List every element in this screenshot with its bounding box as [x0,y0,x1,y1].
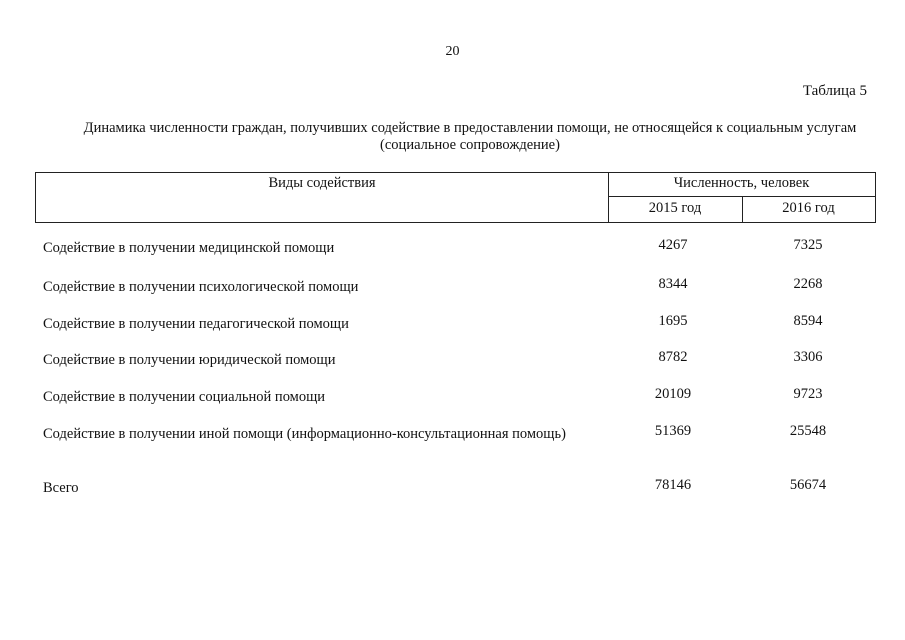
value-2016: 9723 [793,386,823,402]
value-2015: 1695 [658,313,688,329]
row-label: Содействие в получении медицинской помощи [43,240,335,256]
value-2016: 3306 [793,349,823,365]
value-2016: 25548 [789,423,827,439]
table-header [35,172,876,223]
value-2016: 7325 [793,237,823,253]
value-2016: 56674 [789,477,827,493]
value-2016: 2268 [793,276,823,292]
header-kind: Виды содействия [268,175,376,191]
value-2015: 20109 [654,386,692,402]
value-2015: 51369 [654,423,692,439]
row-label: Содействие в получении педагогической помощи [43,316,349,332]
header-year-2015: 2015 год [648,200,702,216]
table-label: Таблица 5 [802,83,867,99]
value-2015: 8344 [658,276,688,292]
value-2015: 78146 [654,477,692,493]
row-label: Содействие в получении социальной помощи [43,389,326,405]
table-title: Динамика численности граждан, получивших содействие в предоставлении помощи, не относящейся к социальным услугам (социальное сопровождение) [83,120,857,153]
value-2016: 8594 [793,313,823,329]
page-number: 20 [445,44,460,59]
row-label: Всего [43,480,79,496]
row-label: Содействие в получении иной помощи (информационно-консультационная помощь) [43,426,566,442]
value-2015: 4267 [658,237,688,253]
value-2015: 8782 [658,349,688,365]
header-count: Численность, человек [673,175,810,191]
header-year-2016: 2016 год [782,200,835,216]
row-label: Содействие в получении психологической помощи [43,279,359,295]
row-label: Содействие в получении юридической помощи [43,352,336,368]
